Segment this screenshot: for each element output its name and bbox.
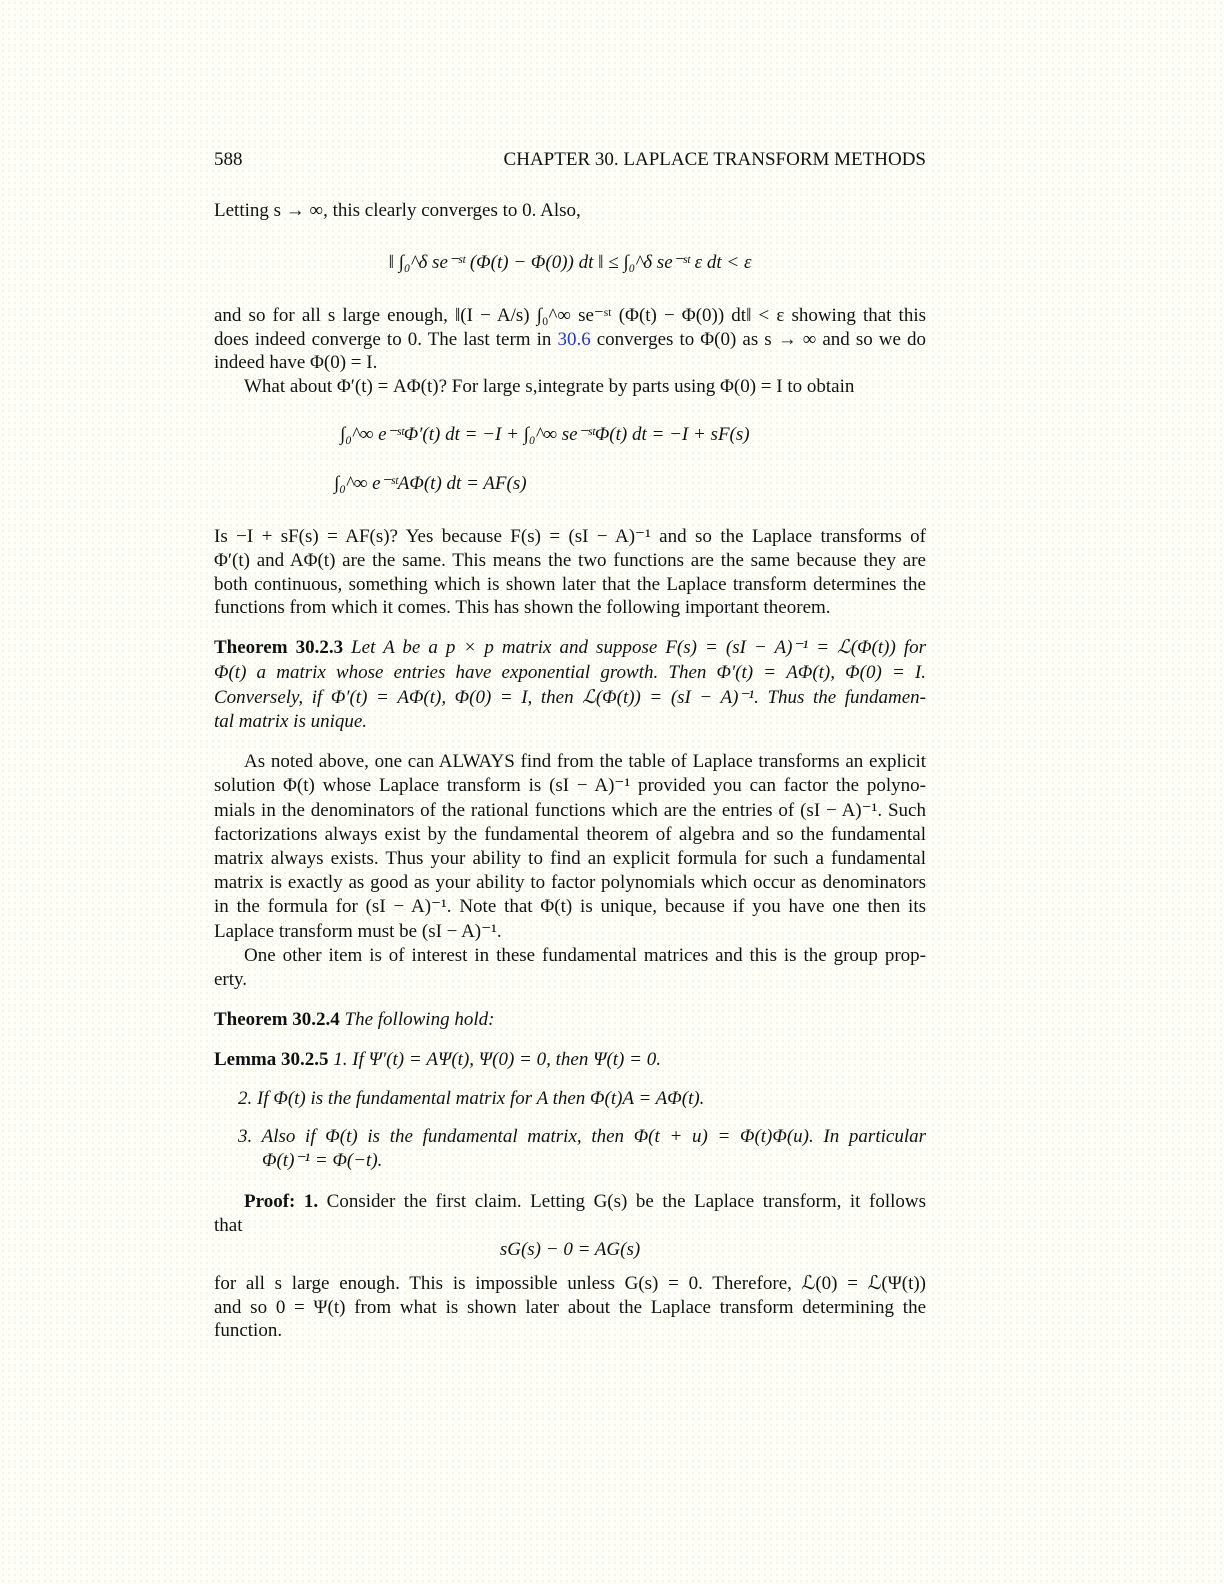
text-line bbox=[214, 872, 926, 894]
text-line bbox=[244, 1191, 926, 1213]
text-line bbox=[214, 352, 926, 374]
text-line bbox=[238, 1126, 926, 1148]
text-span: matrix always exists. Thus your ability to find an explicit formula for such a fundamental bbox=[214, 848, 926, 869]
text-span: ∫₀^∞ e⁻ˢᵗAΦ(t) dt = AF(s) bbox=[334, 473, 527, 494]
text-line bbox=[214, 800, 926, 822]
text-line bbox=[214, 1009, 926, 1031]
text-span: matrix is exactly as good as your ability to factor polynomials which occur as denominators bbox=[214, 872, 926, 893]
text-span: Conversely, if Φ′(t) = AΦ(t), Φ(0) = I, then ℒ(Φ(t)) = (sI − A)⁻¹. Thus the fundamen- bbox=[214, 687, 926, 708]
text-span: erty. bbox=[214, 969, 248, 990]
text-line bbox=[214, 848, 926, 870]
text-span: indeed have Φ(0) = I. bbox=[214, 352, 378, 373]
display-equation bbox=[214, 252, 926, 274]
text-span: in the formula for (sI − A)⁻¹. Note that Φ(t) is unique, because if you have one then its bbox=[214, 896, 926, 917]
text-line bbox=[214, 921, 926, 943]
display-equation bbox=[214, 1239, 926, 1261]
text-line bbox=[214, 200, 926, 222]
text-span: factorizations always exist by the fundamental theorem of algebra and so the fundamental bbox=[214, 824, 926, 845]
text-span: 1. If Ψ′(t) = AΨ(t), Ψ(0) = 0, then Ψ(t) = 0. bbox=[328, 1049, 661, 1070]
text-span: One other item is of interest in these fundamental matrices and this is the group prop- bbox=[244, 945, 926, 966]
text-line bbox=[214, 526, 926, 548]
text-line bbox=[214, 329, 926, 351]
text-line bbox=[214, 574, 926, 596]
theorem-label: Theorem 30.2.4 bbox=[214, 1009, 340, 1030]
text-span: Let A be a p × p matrix and suppose F(s) = (sI − A)⁻¹ = ℒ(Φ(t)) for bbox=[343, 637, 927, 658]
text-span: As noted above, one can ALWAYS find from the table of Laplace transforms an explicit bbox=[244, 751, 926, 772]
text-span: and so for all s large enough, ‖(I − A/s) ∫₀^∞ se⁻ˢᵗ (Φ(t) − Φ(0)) dt‖ < ε showing that this bbox=[214, 305, 926, 326]
text-span: sG(s) − 0 = AG(s) bbox=[499, 1239, 641, 1260]
text-span: Consider the first claim. Letting G(s) be the Laplace transform, it follows bbox=[318, 1191, 926, 1212]
text-line bbox=[214, 1273, 926, 1295]
display-equation bbox=[340, 424, 926, 446]
text-span: Φ′(t) and AΦ(t) are the same. This means the two functions are the same because they are bbox=[214, 550, 926, 571]
text-line bbox=[244, 945, 926, 967]
text-line bbox=[238, 1088, 926, 1110]
text-span: Φ(t)⁻¹ = Φ(−t). bbox=[262, 1150, 383, 1171]
text-line bbox=[214, 597, 926, 619]
text-line bbox=[214, 1215, 926, 1237]
text-line bbox=[214, 550, 926, 572]
text-span: solution Φ(t) whose Laplace transform is (sI − A)⁻¹ provided you can factor the polyno- bbox=[214, 775, 926, 796]
theorem-label: Theorem 30.2.3 bbox=[214, 637, 344, 658]
text-line bbox=[214, 662, 926, 684]
text-span: ∫₀^∞ e⁻ˢᵗΦ′(t) dt = −I + ∫₀^∞ se⁻ˢᵗΦ(t) dt = −I + sF(s) bbox=[340, 424, 750, 445]
text-line bbox=[244, 376, 926, 398]
text-line bbox=[214, 1049, 926, 1071]
text-span: mials in the denominators of the rational functions which are the entries of (sI − A)⁻¹. Such bbox=[214, 800, 926, 821]
text-span: does indeed converge to 0. The last term in bbox=[214, 329, 558, 350]
text-span: that bbox=[214, 1215, 243, 1236]
text-span: tal matrix is unique. bbox=[214, 711, 368, 732]
text-span: converges to Φ(0) as s → ∞ and so we do bbox=[590, 329, 927, 350]
text-span: 3. Also if Φ(t) is the fundamental matrix, then Φ(t + u) = Φ(t)Φ(u). In particular bbox=[238, 1126, 926, 1147]
text-line bbox=[214, 824, 926, 846]
text-line bbox=[214, 687, 926, 709]
text-span: What about Φ′(t) = AΦ(t)? For large s,integrate by parts using Φ(0) = I to obtain bbox=[244, 376, 855, 397]
text-line bbox=[214, 637, 926, 659]
text-line bbox=[262, 1150, 926, 1172]
text-line bbox=[214, 711, 926, 733]
text-line bbox=[214, 969, 926, 991]
text-line bbox=[214, 305, 926, 327]
text-span: and so 0 = Ψ(t) from what is shown later about the Laplace transform determining the bbox=[214, 1297, 926, 1318]
running-header: CHAPTER 30. LAPLACE TRANSFORM METHODS bbox=[503, 149, 926, 170]
text-span: for all s large enough. This is impossible unless G(s) = 0. Therefore, ℒ(0) = ℒ(Ψ(t)) bbox=[214, 1273, 926, 1294]
text-span: both continuous, something which is shown later that the Laplace transform determines the bbox=[214, 574, 926, 595]
text-span: 2. If Φ(t) is the fundamental matrix for A then Φ(t)A = AΦ(t). bbox=[238, 1088, 705, 1109]
text-line bbox=[214, 775, 926, 797]
lemma-label: Lemma 30.2.5 bbox=[214, 1049, 329, 1070]
text-span: Laplace transform must be (sI − A)⁻¹. bbox=[214, 921, 502, 942]
page-number: 588 bbox=[214, 149, 243, 170]
text-span: The following hold: bbox=[339, 1009, 495, 1030]
text-span: Is −I + sF(s) = AF(s)? Yes because F(s) = (sI − A)⁻¹ and so the Laplace transforms of bbox=[214, 526, 926, 547]
text-span: function. bbox=[214, 1320, 283, 1341]
equation-link[interactable]: 30.6 bbox=[557, 329, 591, 350]
text-span: ‖ ∫₀^δ se⁻ˢᵗ (Φ(t) − Φ(0)) dt ‖ ≤ ∫₀^δ se⁻ˢᵗ ε dt < ε bbox=[388, 252, 752, 273]
text-line bbox=[214, 896, 926, 918]
text-line bbox=[244, 751, 926, 773]
text-span: functions from which it comes. This has shown the following important theorem. bbox=[214, 597, 831, 618]
text-span: Letting s → ∞, this clearly converges to 0. Also, bbox=[214, 200, 581, 221]
display-equation bbox=[334, 473, 926, 495]
text-line bbox=[214, 1297, 926, 1319]
proof-label: Proof: 1. bbox=[244, 1191, 319, 1212]
text-span: Φ(t) a matrix whose entries have exponential growth. Then Φ′(t) = AΦ(t), Φ(0) = I. bbox=[214, 662, 926, 683]
text-line bbox=[214, 1320, 926, 1342]
